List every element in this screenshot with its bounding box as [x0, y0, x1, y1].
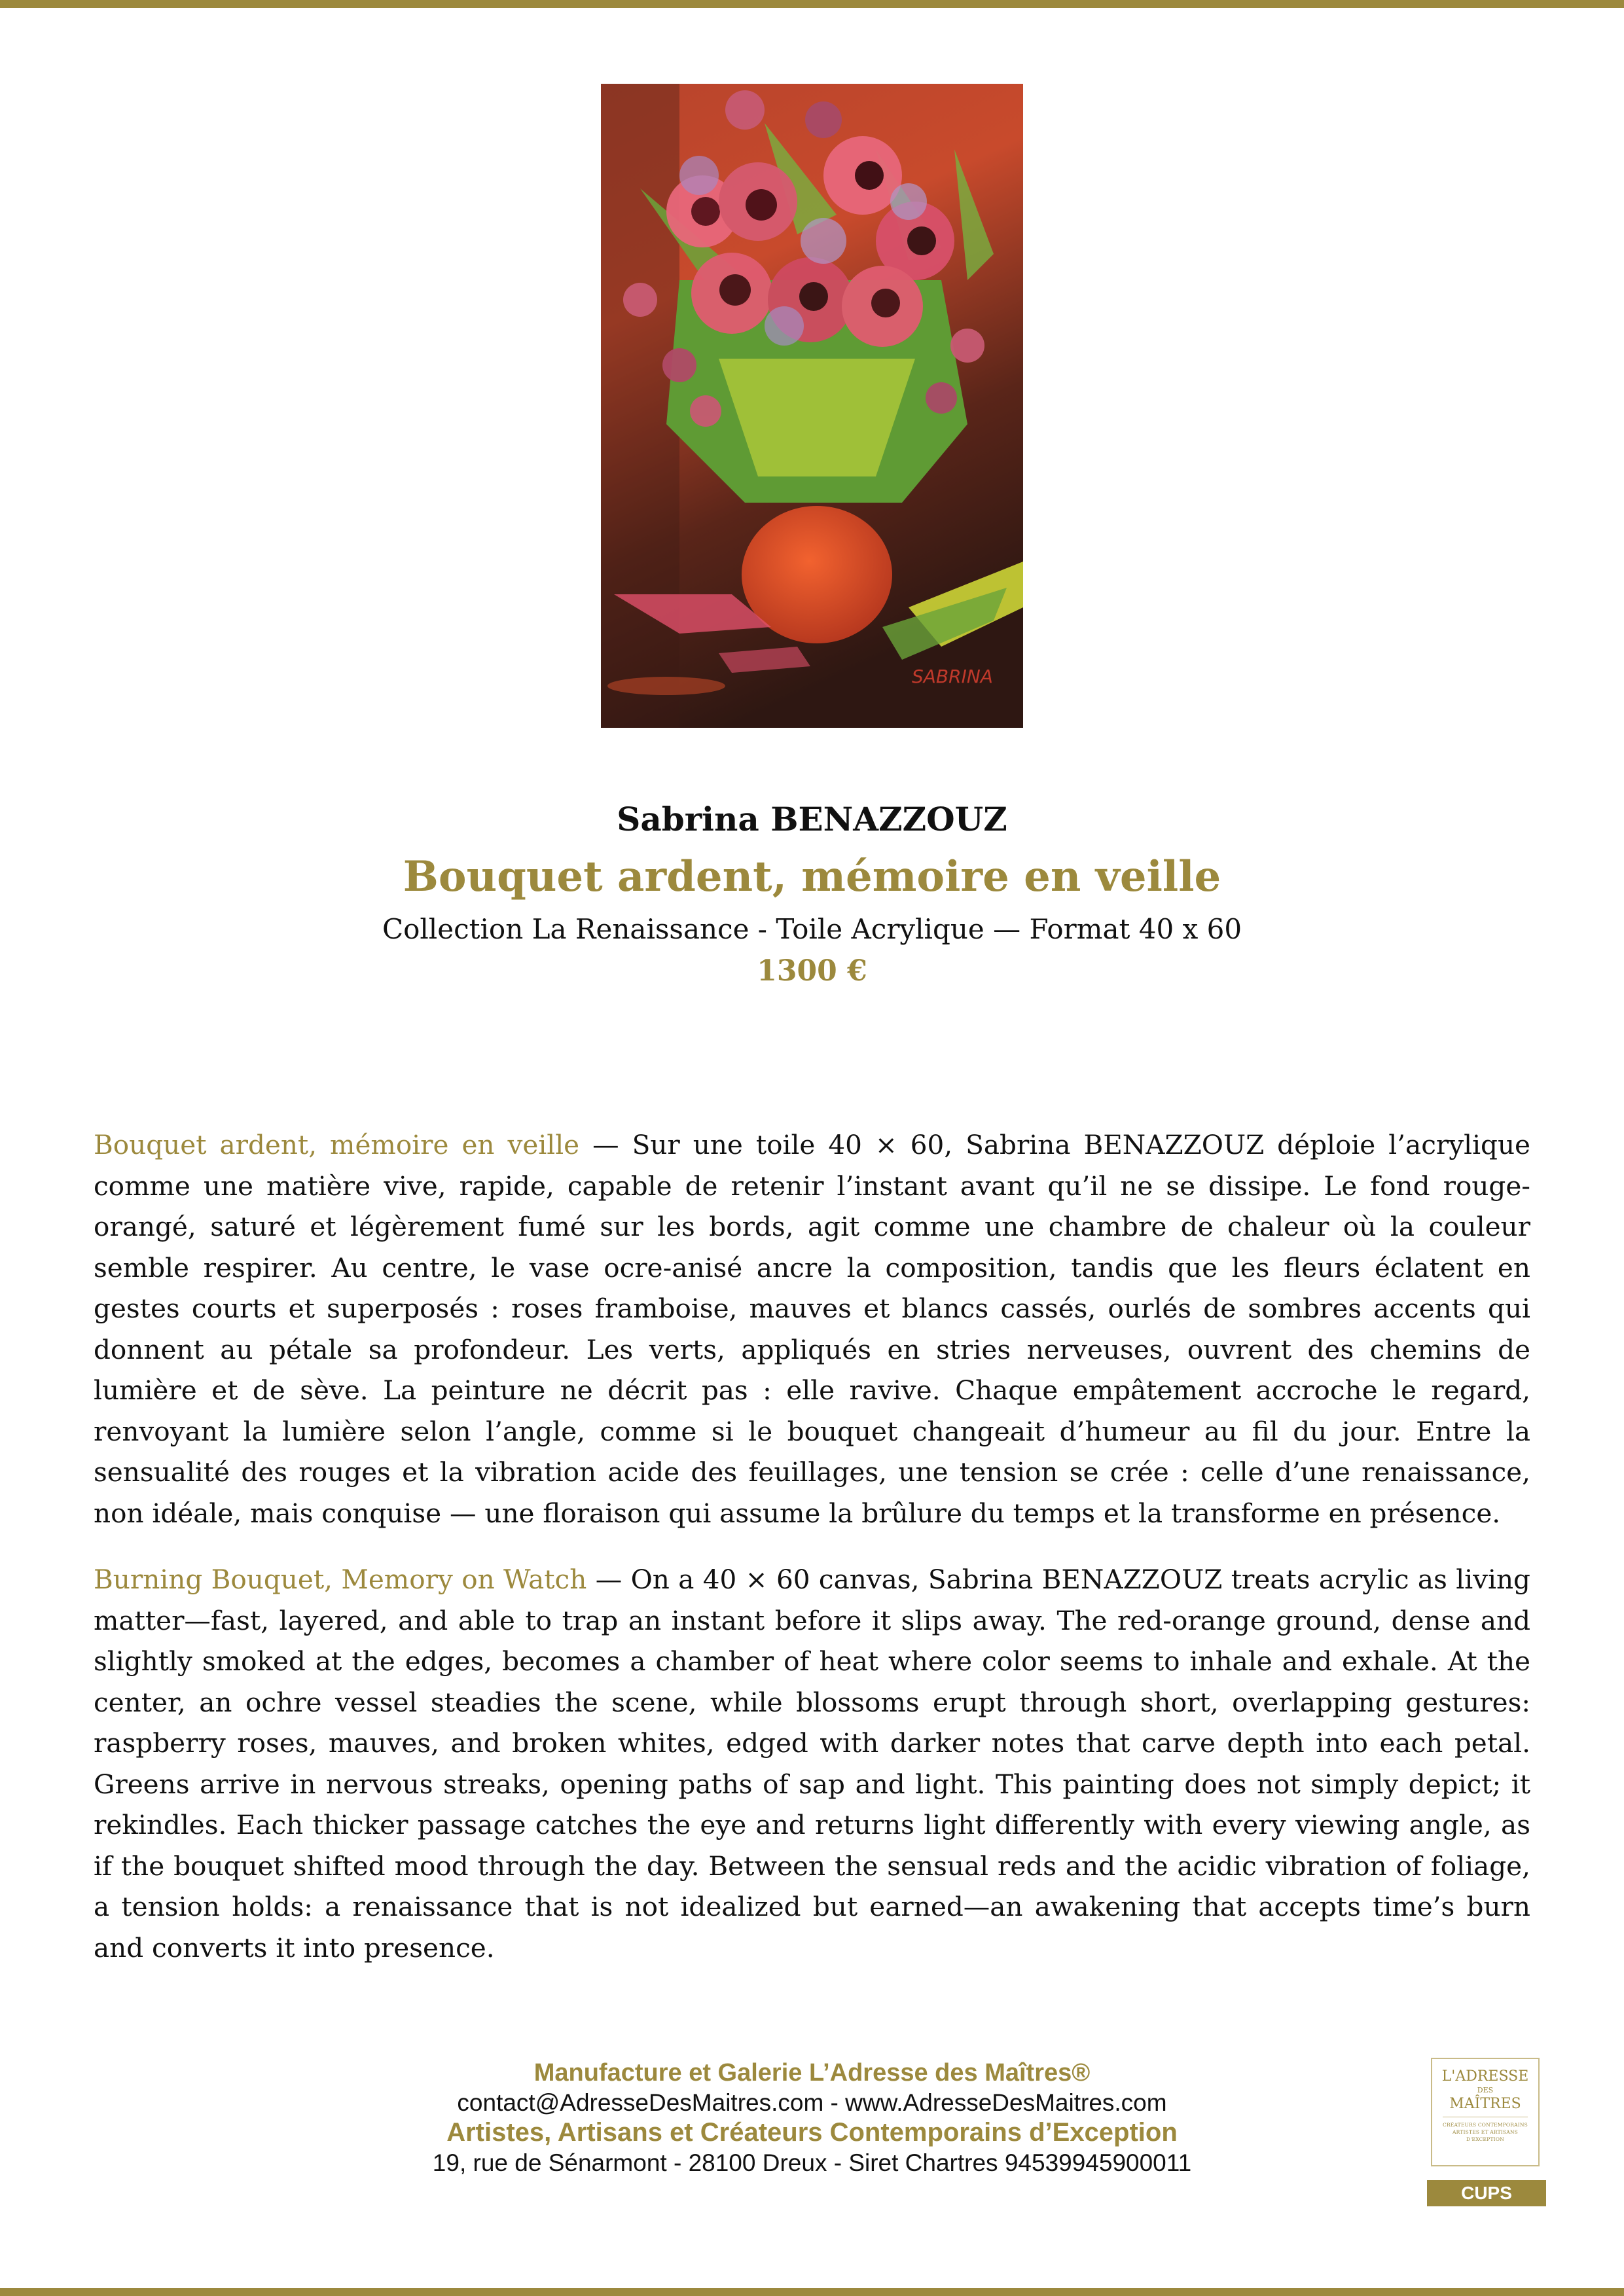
painting-bouquet-icon: [601, 84, 1023, 728]
bottom-accent-bar: [0, 2288, 1624, 2296]
description-french: [94, 1124, 1530, 1534]
artist-name: Sabrina BENAZZOUZ: [617, 800, 1007, 838]
description-english-text: — On a 40 × 60 canvas, Sabrina BENAZZOUZ treats acrylic as living matter—fast, layered, and able to trap an instant before it slips away. The red-orange ground, dense and slightly smoked at the edges, becomes a chamber of heat where color seems to inhale and exhale. At the center, an ochre vessel steadies the scene, while blossoms erupt through short, overlapping gestures: raspberry roses, mauves, and broken whites, edged with darker notes that carve depth into each petal. Greens arrive in nervous streaks, opening paths of sap and light. This painting does not simply depict; it rekindles. Each thicker passage catches the eye and returns light differently with every viewing angle, as if the bouquet shifted mood through the day. Between the sensual reds and the acidic vibration of foliage, a tension holds: a renaissance that is not idealized but earned—an awakening that accepts time’s burn and converts it into presence.: [94, 1564, 1530, 1964]
logo-sub-3: D'EXCEPTION: [1466, 2136, 1504, 2142]
artwork-price: 1300 €: [757, 954, 867, 988]
footer-address: 19, rue de Sénarmont - 28100 Dreux - Siret Chartres 94539945900011: [432, 2149, 1192, 2176]
top-accent-bar: [0, 0, 1624, 8]
footer-tagline: Artistes, Artisans et Créateurs Contemporains d’Exception: [446, 2118, 1178, 2147]
logo-line-2: DES: [1477, 2086, 1494, 2094]
svg-text:SABRINA: SABRINA: [912, 666, 993, 687]
description-french-text: — Sur une toile 40 × 60, Sabrina BENAZZOUZ déploie l’acrylique comme une matière vive, rapide, capable de retenir l’instant avant qu’il ne se dissipe. Le fond rouge-orangé, saturé et légèrement fumé sur les bords, agit comme une chambre de chaleur où la couleur semble respirer. Au centre, le vase ocre-anisé ancre la composition, tandis que les fleurs éclatent en gestes courts et superposés : roses framboise, mauves et blancs cassés, ourlés de sombres accents qui donnent au pétale sa profondeur. Les verts, appliqués en stries nerveuses, ouvrent des chemins de lumière et de sève. La peinture ne décrit pas : elle ravive. Chaque empâtement accroche le regard, renvoyant la lumière selon l’angle, comme si le bouquet changeait d’humeur au fil du jour. Entre la sensualité des rouges et la vibration acide des feuillages, une tension se crée : celle d’une renaissance, non idéale, mais conquise — une floraison qui assume la brûlure du temps et la transforme en présence.: [94, 1129, 1531, 1529]
artwork-title: Bouquet ardent, mémoire en veille: [403, 852, 1221, 901]
description-english-lead: Burning Bouquet, Memory on Watch: [94, 1564, 587, 1595]
logo-sub-1: CRÉATEURS CONTEMPORAINS: [1443, 2122, 1528, 2128]
logo-line-3: MAÎTRES: [1449, 2096, 1521, 2112]
artwork-image: [601, 84, 1023, 728]
artwork-details: Collection La Renaissance - Toile Acrylique — Format 40 x 60: [382, 913, 1242, 945]
footer-company: Manufacture et Galerie L’Adresse des Maîtres®: [533, 2059, 1091, 2087]
logo-sub-2: ARTISTES ET ARTISANS: [1452, 2129, 1519, 2135]
description-french-lead: Bouquet ardent, mémoire en veille: [94, 1129, 580, 1160]
logo-line-1: L'ADRESSE: [1441, 2068, 1529, 2085]
description-english: [94, 1559, 1530, 1968]
cups-badge: CUPS: [1427, 2180, 1546, 2206]
gallery-logo: [1431, 2058, 1540, 2166]
footer-contact[interactable]: contact@AdresseDesMaitres.com - www.AdresseDesMaitres.com: [457, 2089, 1167, 2116]
